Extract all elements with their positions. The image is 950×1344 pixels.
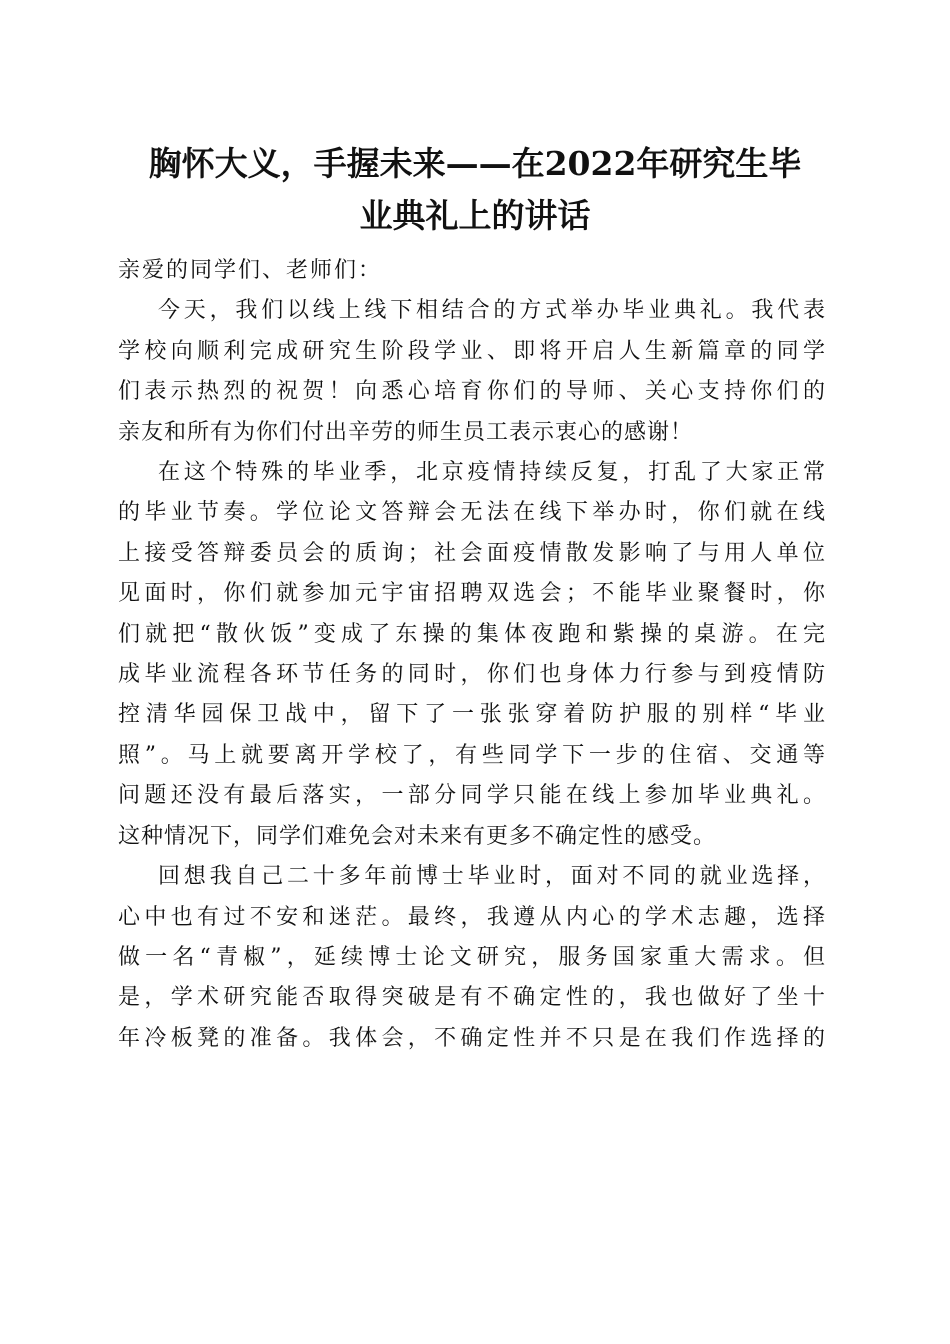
paragraph-line: 回想我自己二十多年前博士毕业时，面对不同的就业选择， [158, 864, 826, 890]
paragraph-line: 在这个特殊的毕业季，北京疫情持续反复，打乱了大家正常 [158, 460, 826, 486]
paragraph-3 [118, 857, 826, 1059]
paragraph-line: 上接受答辩委员会的质询；社会面疫情散发影响了与用人单位 [118, 540, 826, 566]
paragraph-line: 问题还没有最后落实，一部分同学只能在线上参加毕业典礼。 [118, 783, 826, 809]
paragraph-line: 学校向顺利完成研究生阶段学业、即将开启人生新篇章的同学 [118, 338, 826, 364]
title-line-1: 胸怀大义，手握未来——在2022年研究生毕 [148, 144, 802, 183]
paragraph-2 [118, 453, 826, 857]
paragraph-line: 见面时，你们就参加元宇宙招聘双选会；不能毕业聚餐时，你 [118, 581, 826, 607]
paragraph-1 [118, 291, 826, 453]
title-line-2: 业典礼上的讲话 [359, 196, 591, 235]
paragraph-line: 心中也有过不安和迷茫。最终，我遵从内心的学术志趣，选择 [118, 904, 826, 930]
paragraph-line: 控清华园保卫战中，留下了一张张穿着防护服的别样“毕业 [118, 702, 826, 728]
salutation: 亲爱的同学们、老师们： [118, 258, 383, 283]
document-body [118, 251, 826, 1059]
document-title [118, 138, 832, 242]
paragraph-line: 成毕业流程各环节任务的同时，你们也身体力行参与到疫情防 [118, 662, 826, 688]
paragraph-line: 做一名“青椒”，延续博士论文研究，服务国家重大需求。但 [118, 944, 826, 970]
paragraph-line: 照”。马上就要离开学校了，有些同学下一步的住宿、交通等 [118, 742, 826, 768]
paragraph-line: 的毕业节奏。学位论文答辩会无法在线下举办时，你们就在线 [118, 500, 826, 526]
paragraph-line: 亲友和所有为你们付出辛劳的师生员工表示衷心的感谢！ [118, 419, 694, 445]
paragraph-line: 年冷板凳的准备。我体会，不确定性并不只是在我们作选择的 [118, 1025, 826, 1051]
paragraph-line: 这种情况下，同学们难免会对未来有更多不确定性的感受。 [118, 823, 717, 849]
paragraph-line: 是，学术研究能否取得突破是有不确定性的，我也做好了坐十 [118, 985, 826, 1011]
paragraph-line: 们就把“散伙饭”变成了东操的集体夜跑和紫操的桌游。在完 [118, 621, 826, 647]
paragraph-line: 们表示热烈的祝贺！向悉心培育你们的导师、关心支持你们的 [118, 379, 826, 405]
paragraph-line: 今天，我们以线上线下相结合的方式举办毕业典礼。我代表 [158, 298, 826, 324]
